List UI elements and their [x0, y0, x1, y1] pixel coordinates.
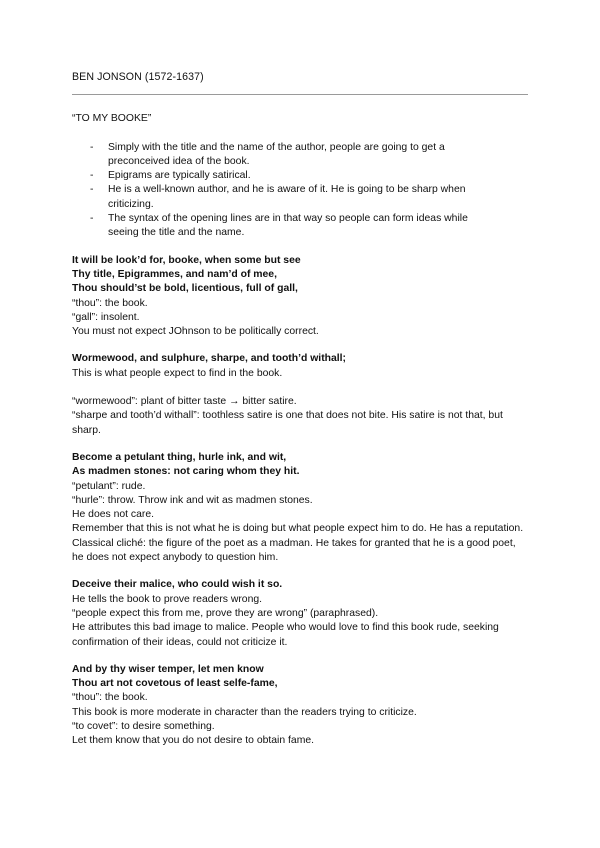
- bullet-text: He is a well-known author, and he is aware of it. He is going to be sharp when criticizing.: [108, 184, 466, 210]
- note-line: “hurle”: throw. Throw ink and wit as madmen stones.: [72, 494, 313, 506]
- note-line: He does not care.: [72, 509, 155, 521]
- bullet-text: Epigrams are typically satirical.: [108, 170, 251, 182]
- verse-line: As madmen stones: not caring whom they hit.: [72, 466, 300, 478]
- bullet-text: The syntax of the opening lines are in that way so people can form ideas while seeing the title and the name.: [108, 213, 468, 239]
- document-body: [72, 70, 528, 749]
- note-line: “wormewood”: plant of bitter taste → bitter satire.: [72, 396, 297, 408]
- annotation-section: [72, 663, 528, 749]
- annotation-section: [72, 451, 528, 565]
- note-line: “thou”: the book.: [72, 297, 148, 309]
- annotation-section: [72, 352, 528, 437]
- verse-line: Thou art not covetous of least selfe-fame,: [72, 678, 278, 690]
- bullet-dash: -: [90, 170, 94, 182]
- verse-line: It will be look’d for, booke, when some but see: [72, 254, 301, 266]
- note-line: “petulant”: rude.: [72, 480, 146, 492]
- bullet-dash: -: [90, 141, 94, 153]
- poem-title: “TO MY BOOKE”: [72, 113, 152, 125]
- annotation-section: [72, 254, 528, 340]
- verse-line: Wormewood, and sulphure, sharpe, and tooth’d withall;: [72, 353, 347, 365]
- note-line: This is what people expect to find in the book.: [72, 367, 283, 379]
- note-line: “thou”: the book.: [72, 692, 148, 704]
- annotation-sections: [72, 254, 528, 749]
- note-line: “to covet”: to desire something.: [72, 720, 215, 732]
- bullet-list: [72, 141, 528, 241]
- header-divider: [72, 94, 528, 95]
- note-line: “sharpe and tooth’d withall”: toothless satire is one that does not bite. His satire is not that, but sharp.: [72, 410, 503, 436]
- bullet-text: Simply with the title and the name of the author, people are going to get a preconceived idea of the book.: [108, 141, 445, 167]
- bullet-item: [72, 141, 490, 170]
- note-line: Remember that this is not what he is doing but what people expect him to do. He has a reputation. Classical cliché: the figure of the poet as a madman. He takes for granted that he is a good poet, he does not expect anybody to question him.: [72, 523, 524, 564]
- note-line: He attributes this bad image to malice. People who would love to find this book rude, seeking confirmation of their ideas, could not criticize it.: [72, 622, 499, 648]
- verse-line: Thou should’st be bold, licentious, full of gall,: [72, 283, 298, 295]
- bullet-dash: -: [90, 184, 94, 196]
- bullet-item: [72, 212, 490, 241]
- blank-line: [72, 381, 528, 395]
- annotation-section: [72, 578, 528, 649]
- verse-line: And by thy wiser temper, let men know: [72, 663, 264, 675]
- note-line: Let them know that you do not desire to obtain fame.: [72, 735, 315, 747]
- note-line: This book is more moderate in character than the readers trying to criticize.: [72, 706, 417, 718]
- bullet-item: [72, 183, 490, 212]
- bullet-dash: -: [90, 213, 94, 225]
- note-line: You must not expect JOhnson to be politically correct.: [72, 326, 319, 338]
- document-header: BEN JONSON (1572-1637): [72, 71, 204, 83]
- verse-line: Thy title, Epigrammes, and nam’d of mee,: [72, 268, 277, 280]
- bullet-item: [72, 169, 490, 183]
- verse-line: Deceive their malice, who could wish it so.: [72, 579, 283, 591]
- note-line: He tells the book to prove readers wrong.: [72, 593, 263, 605]
- note-line: “people expect this from me, prove they are wrong” (paraphrased).: [72, 607, 379, 619]
- note-line: “gall”: insolent.: [72, 311, 140, 323]
- verse-line: Become a petulant thing, hurle ink, and wit,: [72, 451, 287, 463]
